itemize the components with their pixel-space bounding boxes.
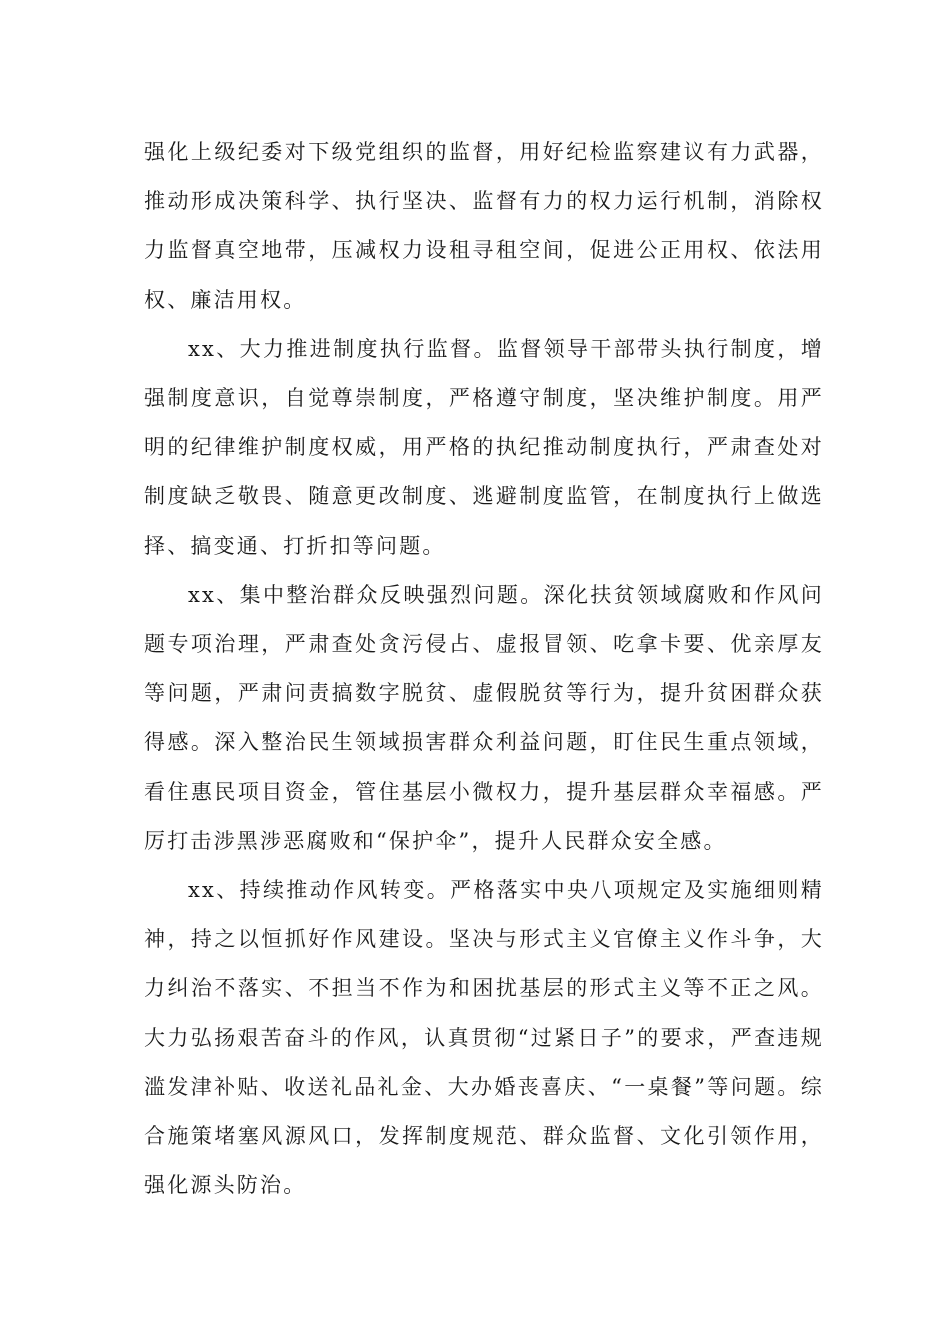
document-body [144, 128, 824, 1210]
paragraph-continued: 强化上级纪委对下级党组织的监督，用好纪检监察建议有力武器，推动形成决策科学、执行坚决、监督有力的权力运行机制，消除权力监督真空地带，压减权力设租寻租空间，促进公正用权、依法用权、廉洁用权。 [144, 140, 824, 312]
paragraph-work-style: xx、持续推动作风转变。严格落实中央八项规定及实施细则精神，持之以恒抓好作风建设。坚决与形式主义官僚主义作斗争，大力纠治不落实、不担当不作为和困扰基层的形式主义等不正之风。大力弘扬艰苦奋斗的作风，认真贯彻“过紧日子”的要求，严查违规滥发津补贴、收送礼品礼金、大办婚丧喜庆、“一桌餐”等问题。综合施策堵塞风源风口，发挥制度规范、群众监督、文化引领作用，强化源头防治。 [144, 878, 824, 1198]
paragraph-system-supervision: xx、大力推进制度执行监督。监督领导干部带头执行制度，增强制度意识，自觉尊崇制度，严格遵守制度，坚决维护制度。用严明的纪律维护制度权威，用严格的执纪推动制度执行，严肃查处对制度缺乏敬畏、随意更改制度、逃避制度监管，在制度执行上做选择、搞变通、打折扣等问题。 [144, 336, 824, 558]
paragraph-public-issues: xx、集中整治群众反映强烈问题。深化扶贫领域腐败和作风问题专项治理，严肃查处贪污侵占、虚报冒领、吃拿卡要、优亲厚友等问题，严肃问责搞数字脱贫、虚假脱贫等行为，提升贫困群众获得感。深入整治民生领域损害群众利益问题，盯住民生重点领域，看住惠民项目资金，管住基层小微权力，提升基层群众幸福感。严厉打击涉黑涉恶腐败和“保护伞”，提升人民群众安全感。 [144, 582, 824, 853]
